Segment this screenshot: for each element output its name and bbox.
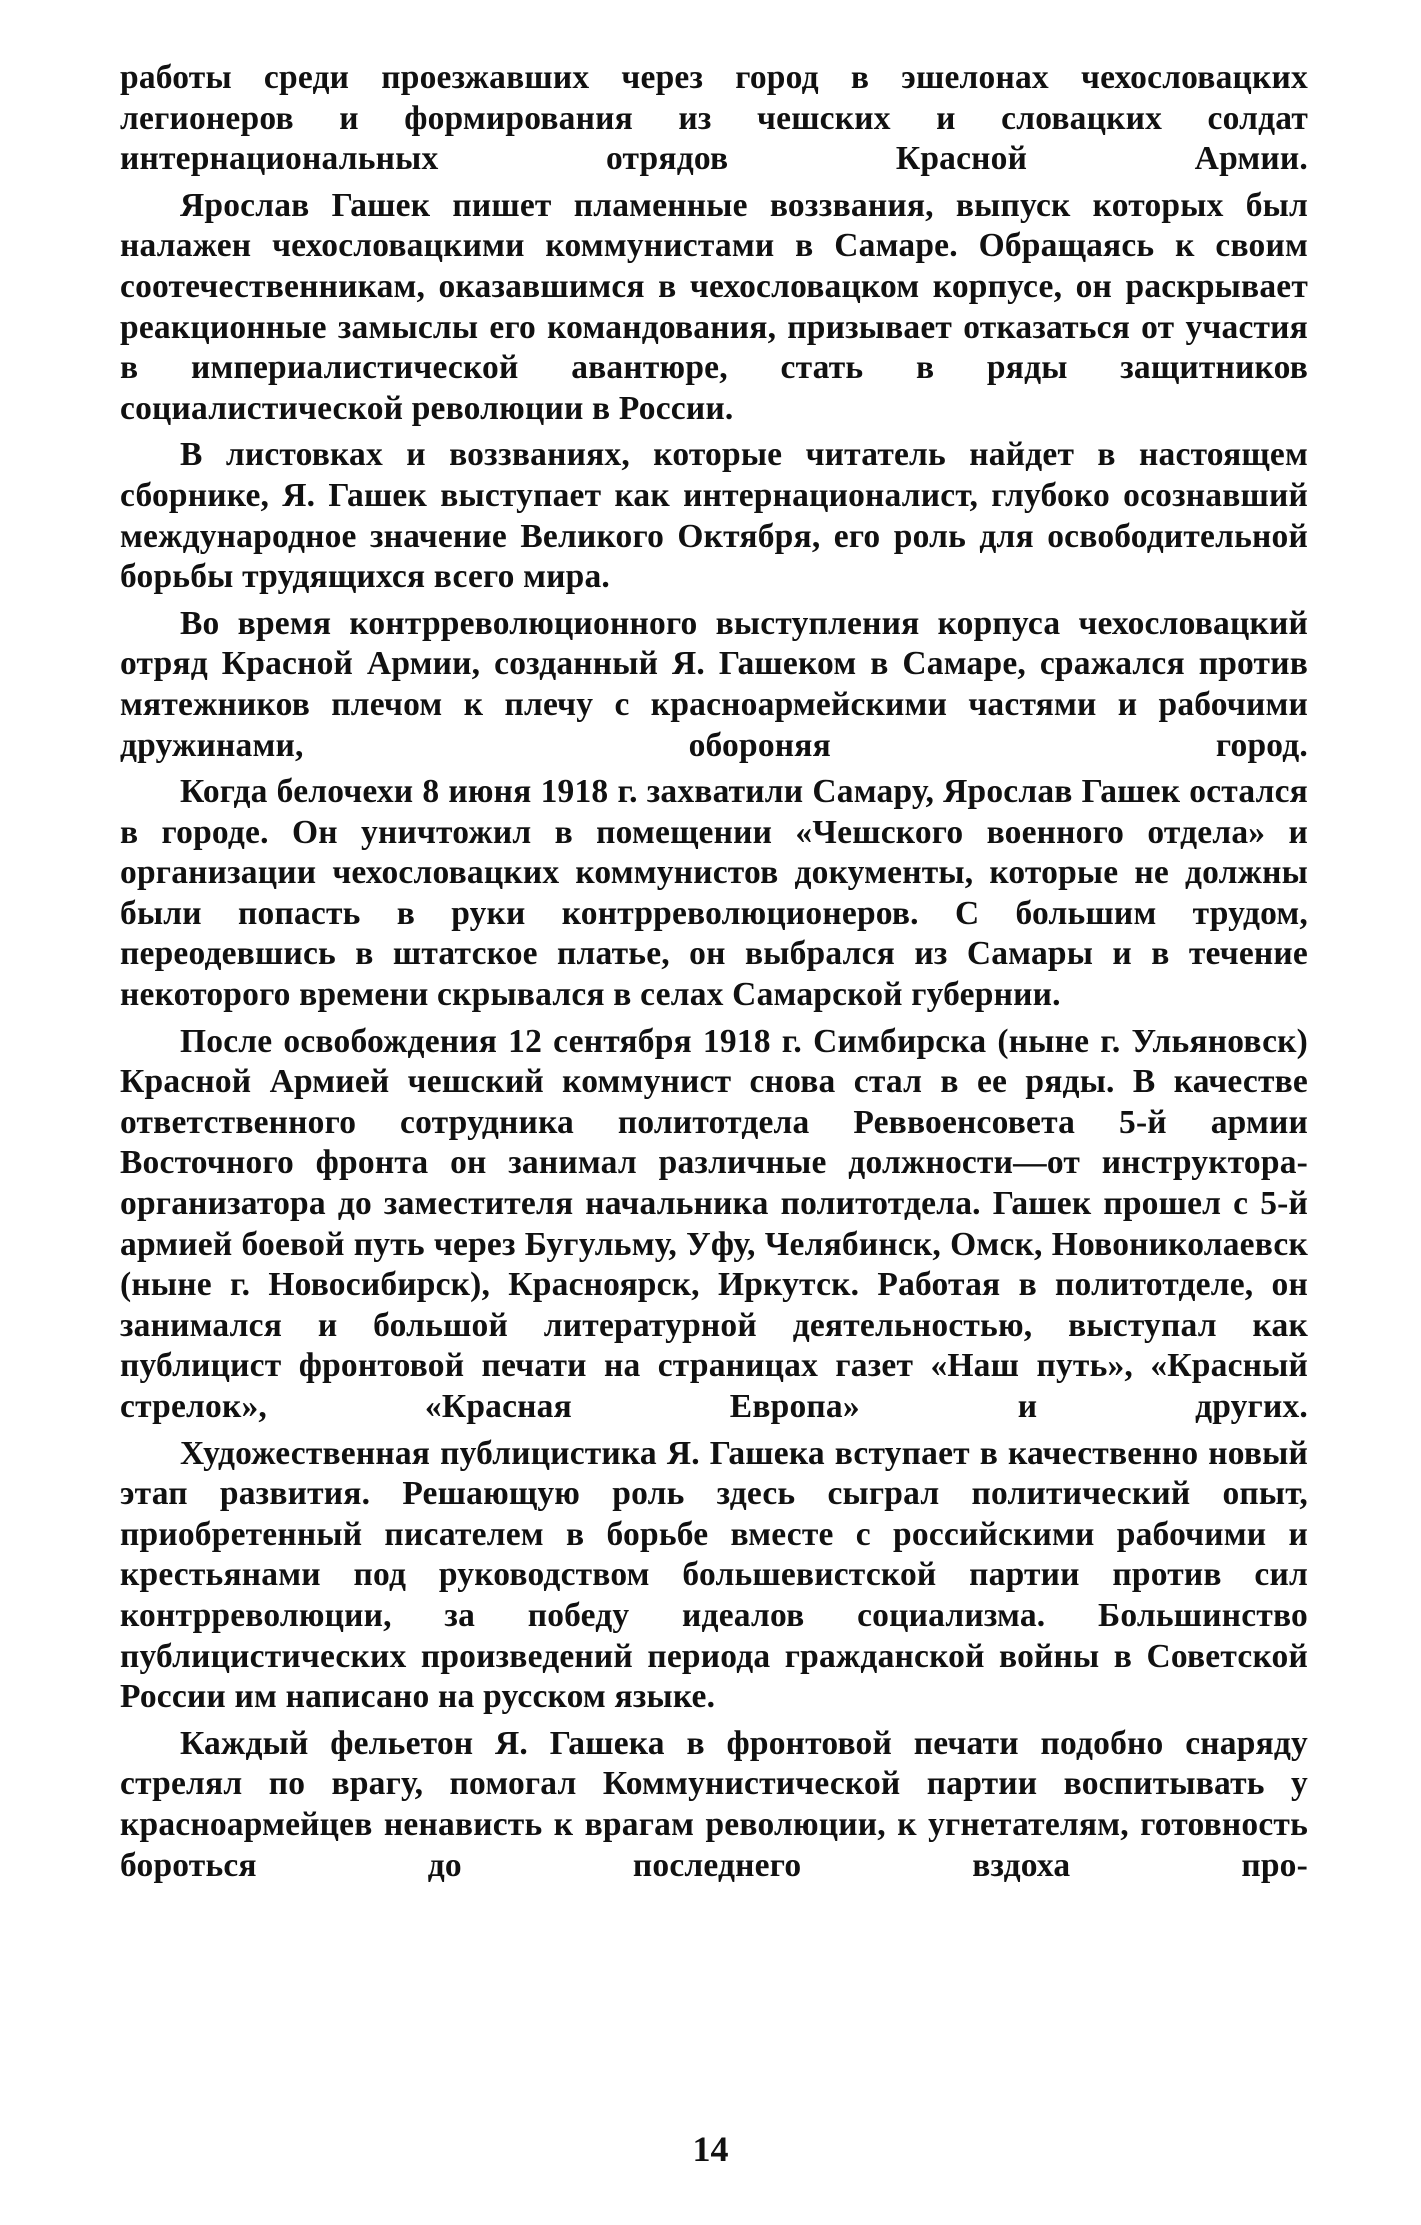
paragraph-7: Художественная публицистика Я. Гашека вступает в качественно новый этап развития. Решающую роль здесь сыграл политический опыт, приобретенный писателем в борьбе вместе с российскими рабочими и крестьянами под руководством большевистской партии против сил контрреволюции, за победу идеалов социализма. Большинство публицистических произведений периода гражданской войны в Советской России им написано на русском языке. [120,1434,1308,1716]
paragraph-6: После освобождения 12 сентября 1918 г. Симбирска (ныне г. Ульяновск) Красной Армией чешский коммунист снова стал в ее ряды. В качестве ответственного сотрудника политотдела Реввоенсовета 5-й армии Восточного фронта он занимал различные должности—от инструктора-организатора до заместителя начальника политотдела. Гашек прошел с 5-й армией боевой путь через Бугульму, Уфу, Челябинск, Омск, Новониколаевск (ныне г. Новосибирск), Красноярск, Иркутск. Работая в политотделе, он занимался и большой литературной деятельностью, выступал как публицист фронтовой печати на страницах газет «Наш путь», «Красный стрелок», «Красная Европа» и других. [120,1022,1308,1425]
paragraph-1: работы среди проезжавших через город в эшелонах чехословацких легионеров и формирования из чешских и словацких солдат интернациональных отрядов Красной Армии. [120,59,1308,178]
paragraph-2: Ярослав Гашек пишет пламенные воззвания, выпуск которых был налажен чехословацкими коммунистами в Самаре. Обращаясь к своим соотечественникам, оказавшимся в чехословацком корпусе, он раскрывает реакционные замыслы его командования, призывает отказаться от участия в империалистической авантюре, стать в ряды защитников социалистической революции в России. [120,186,1308,427]
paragraph-3: В листовках и воззваниях, которые читатель найдет в настоящем сборнике, Я. Гашек выступает как интернационалист, глубоко осознавший международное значение Великого Октября, его роль для освободительной борьбы трудящихся всего мира. [120,436,1308,596]
page-body [120,58,1308,1892]
paragraph-5: Когда белочехи 8 июня 1918 г. захватили Самару, Ярослав Гашек остался в городе. Он уничтожил в помещении «Чешского военного отдела» и организации чехословацких коммунистов документы, которые не должны были попасть в руки контрреволюционеров. С большим трудом, переодевшись в штатское платье, он выбрался из Самары и в течение некоторого времени скрывался в селах Самарской губернии. [120,773,1308,1014]
paragraph-4: Во время контрреволюционного выступления корпуса чехословацкий отряд Красной Армии, созданный Я. Гашеком в Самаре, сражался против мятежников плечом к плечу с красноармейскими частями и рабочими дружинами, обороняя город. [120,604,1308,764]
paragraph-8: Каждый фельетон Я. Гашека в фронтовой печати подобно снаряду стрелял по врагу, помогал Коммунистической партии воспитывать у красноармейцев ненависть к врагам революции, к угнетателям, готовность бороться до последнего вздоха про- [120,1724,1308,1884]
page-number: 14 [692,2129,729,2169]
